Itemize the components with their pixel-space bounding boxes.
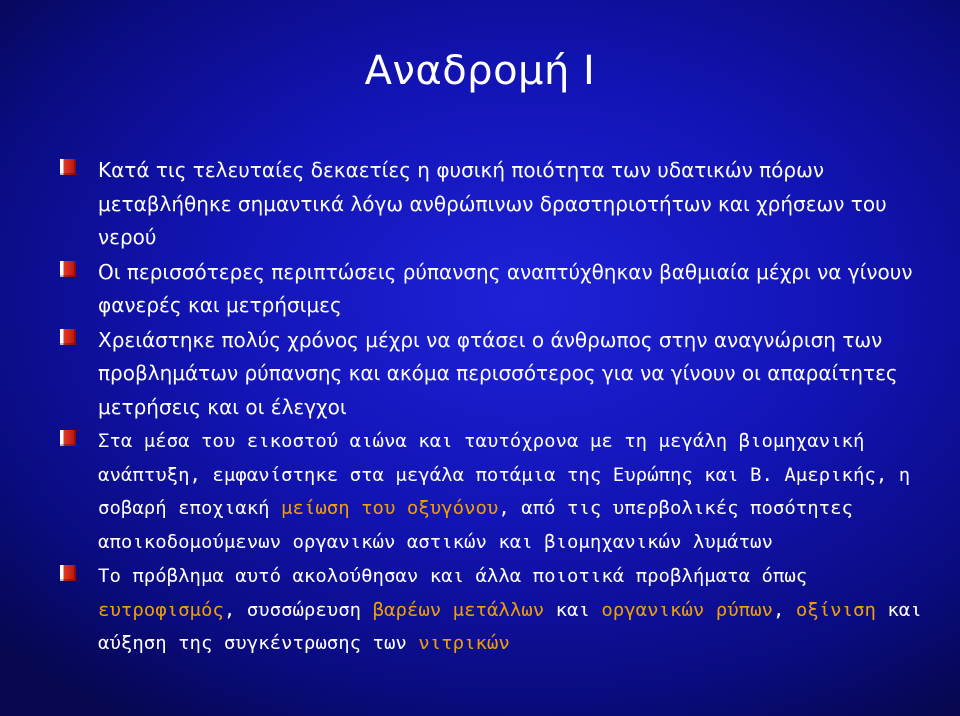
square-bullet-icon [60, 159, 76, 175]
highlight-nitrates: νιτρικών [418, 632, 510, 654]
bullet-text: Το πρόβλημα αυτό ακολούθησαν και άλλα ποιοτικά προβλήματα όπως [98, 565, 808, 587]
bullet-text: , από τις υπερβολικές ποσότητες αποικοδομούμενων οργανικών αστικών και βιομηχανικών λυμάτων [98, 497, 853, 553]
highlight-acidification: οξίνιση [795, 598, 876, 621]
square-bullet-icon [60, 565, 76, 581]
bullet-text: Χρειάστηκε πολύς χρόνος μέχρι να φτάσει ο άνθρωπος στην αναγνώριση των προβλημάτων ρύπανσης και ακόμα περισσότερος για να γίνουν οι απαραίτητες μετρήσεις και οι έλεγχοι [98, 327, 898, 419]
square-bullet-icon [60, 261, 76, 277]
bullet-item-1 [60, 154, 940, 255]
highlight-organic-pollutants: οργανικών ρύπων [601, 598, 773, 621]
bullet-list [60, 154, 940, 661]
highlight-oxygen-depletion: μείωση του οξυγόνου [281, 497, 499, 519]
bullet-text: και αύξηση της συγκέντρωσης των [98, 598, 922, 654]
square-bullet-icon [60, 329, 76, 345]
bullet-item-5 [60, 560, 940, 661]
bullet-text: Στα μέσα του εικοστού αιώνα και ταυτόχρονα με τη μεγάλη βιομηχανική ανάπτυξη, εμφανίστηκε στα μεγάλα ποτάμια της Ευρώπης και Β. Αμερικής, η σοβαρή εποχιακή [98, 430, 911, 519]
square-bullet-icon [60, 430, 76, 446]
bullet-item-3 [60, 324, 940, 425]
slide-title: Αναδρομή Ι [364, 48, 596, 94]
bullet-item-4 [60, 425, 940, 559]
highlight-eutrophication: ευτροφισμός [98, 598, 224, 621]
bullet-text: και [544, 598, 602, 621]
highlight-heavy-metals: βαρέων μετάλλων [372, 598, 545, 621]
bullet-text: , [772, 598, 796, 621]
bullet-text: Κατά τις τελευταίες δεκαετίες η φυσική ποιότητα των υδατικών πόρων μεταβλήθηκε σημαντικά λόγω ανθρώπινων δραστηριοτήτων και χρήσεων του νερού [98, 158, 887, 249]
bullet-item-2 [60, 256, 940, 323]
bullet-text: Οι περισσότερες περιπτώσεις ρύπανσης αναπτύχθηκαν βαθμιαία μέχρι να γίνουν φανερές και μετρήσιμες [98, 259, 913, 317]
bullet-text: , συσσώρευση [223, 598, 373, 621]
